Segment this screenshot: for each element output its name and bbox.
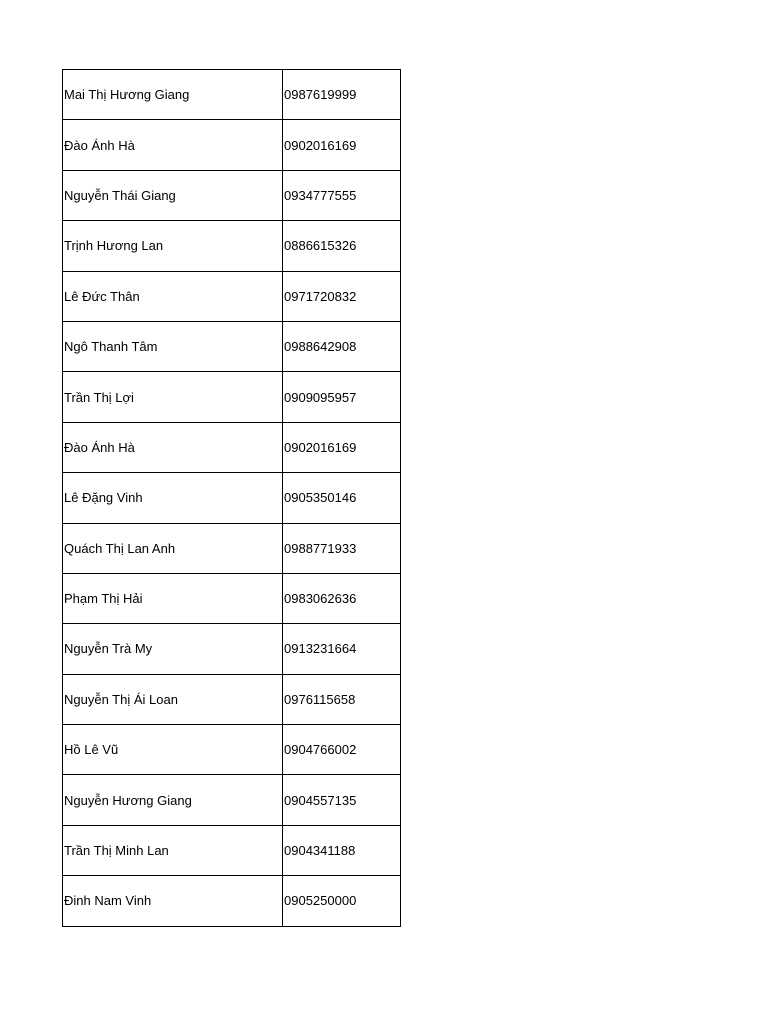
contacts-table-body [63,70,401,927]
contact-name-cell: Quách Thị Lan Anh [63,523,283,573]
contact-phone-cell: 0971720832 [283,271,401,321]
contact-phone-cell: 0988771933 [283,523,401,573]
contact-phone-cell: 0976115658 [283,674,401,724]
contact-phone-cell: 0913231664 [283,624,401,674]
contact-name-cell: Hồ Lê Vũ [63,725,283,775]
table-row [63,422,401,472]
table-row [63,624,401,674]
contact-phone-cell: 0902016169 [283,422,401,472]
contact-name-cell: Lê Đức Thân [63,271,283,321]
contact-phone-cell: 0988642908 [283,321,401,371]
contact-name-cell: Đinh Nam Vinh [63,876,283,926]
table-row [63,170,401,220]
contact-name-cell: Đào Ánh Hà [63,120,283,170]
table-row [63,876,401,926]
contact-phone-cell: 0983062636 [283,573,401,623]
table-row [63,573,401,623]
table-row [63,120,401,170]
table-row [63,674,401,724]
table-row [63,70,401,120]
contact-name-cell: Trần Thị Minh Lan [63,825,283,875]
contact-phone-cell: 0905250000 [283,876,401,926]
contact-phone-cell: 0904557135 [283,775,401,825]
contact-name-cell: Mai Thị Hương Giang [63,70,283,120]
contact-name-cell: Nguyễn Thị Ái Loan [63,674,283,724]
table-row [63,372,401,422]
contact-phone-cell: 0904341188 [283,825,401,875]
contact-phone-cell: 0904766002 [283,725,401,775]
contact-phone-cell: 0905350146 [283,473,401,523]
contact-name-cell: Nguyễn Hương Giang [63,775,283,825]
table-row [63,271,401,321]
contact-phone-cell: 0886615326 [283,221,401,271]
table-row [63,775,401,825]
table-row [63,825,401,875]
table-row [63,321,401,371]
contacts-table [62,69,401,927]
table-row [63,523,401,573]
table-row [63,473,401,523]
contact-name-cell: Ngô Thanh Tâm [63,321,283,371]
table-row [63,221,401,271]
contact-name-cell: Nguyễn Trà My [63,624,283,674]
table-row [63,725,401,775]
contact-name-cell: Đào Ánh Hà [63,422,283,472]
contact-phone-cell: 0909095957 [283,372,401,422]
contact-phone-cell: 0987619999 [283,70,401,120]
contact-name-cell: Lê Đặng Vinh [63,473,283,523]
contact-phone-cell: 0902016169 [283,120,401,170]
contact-phone-cell: 0934777555 [283,170,401,220]
contact-name-cell: Nguyễn Thái Giang [63,170,283,220]
contact-name-cell: Phạm Thị Hải [63,573,283,623]
contact-name-cell: Trần Thị Lợi [63,372,283,422]
contact-name-cell: Trịnh Hương Lan [63,221,283,271]
